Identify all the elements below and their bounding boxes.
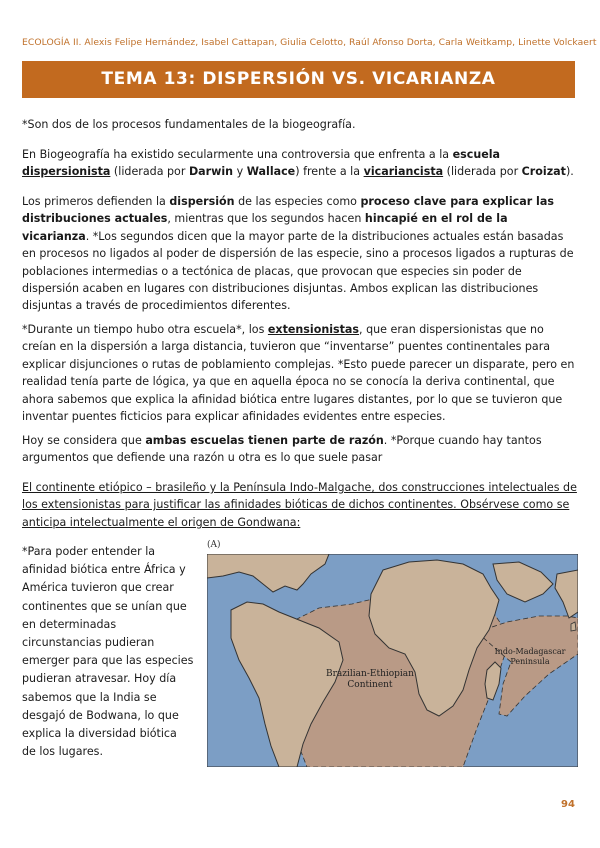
peninsula-label-line-2: Peninsula: [510, 657, 550, 666]
continent-label-line-1: Brazilian-Ethiopian: [326, 669, 414, 679]
extensionist-map: [207, 554, 578, 767]
paragraph-schools: Los primeros defienden la dispersión de las especies como proceso clave para explicar las distribuciones actuales, mientras que los segundos hacen hincapié en el rol de la vicarianza. *Los segundos dicen que la mayor parte de la distribuciones actuales están basadas en procesos no ligados al poder de dispersión de las especie, sino a procesos ligados a rupturas de poblaciones intermedias o a tectónica de placas, que provocan que especies sin poder de dispersión acaben en lugares con distribuciones disjuntas. Ambos explican las distribuciones disjuntas a través de procedimientos diferentes.: [22, 195, 574, 313]
paragraph-intro: *Son dos de los procesos fundamentales de la biogeografía.: [22, 118, 356, 131]
figure-heading: El continente etiópico – brasileño y la Península Indo-Malgache, dos construcciones intelectuales de los extensionistas para justificar las afinidades bióticas de dichos continentes. Obsérvese como se anticipa intelectualmente el origen de Gondwana:: [22, 481, 577, 529]
sri-lanka: [571, 622, 576, 631]
document-header: ECOLOGÍA II. Alexis Felipe Hernández, Isabel Cattapan, Giulia Celotto, Raúl Afonso Dorta, Carla Weitkamp, Linette Volckaert: [22, 37, 597, 48]
paragraph-conclusion: Hoy se considera que ambas escuelas tienen parte de razón. *Porque cuando hay tantos argumentos que defiende una razón u otra es lo que suele pasar: [22, 434, 542, 465]
page-number: 94: [561, 799, 575, 810]
continent-label-line-2: Continent: [347, 680, 393, 690]
figure-label: (A): [207, 540, 221, 550]
term-dispersionista: dispersionista: [22, 165, 111, 179]
paragraph-controversy: En Biogeografía ha existido secularmente una controversia que enfrenta a la escuela dispersionista (liderada por Darwin y Wallace) frente a la vicariancista (liderada por Croizat).: [22, 148, 574, 179]
figure-side-note: *Para poder entender la afinidad biótica entre África y América tuvieron que crear continentes que se unían que en determinadas circunstancias pudieran emerger para que las especies pudieran atravesar. Hoy día sabemos que la India se desgajó de Bodwana, lo que explica la diversidad biótica de los lugares.: [22, 545, 194, 759]
term-extensionistas: extensionistas: [267, 323, 360, 336]
peninsula-label-line-1: Indo-Madagascar: [494, 647, 566, 656]
paragraph-extensionists: *Durante un tiempo hubo otra escuela*, los extensionistas, que eran dispersionistas que no creían en la dispersión a larga distancia, tuvieron que “inventarse” puentes continentales para explicar disjunciones o rutas de poblamiento complejas. *Esto puede parecer un disparate, pero en realidad tenía parte de lógica, ya que en aquella época no se conocía la deriva continental, que ahora sabemos que explica la afinidad biótica entre lugares distantes, por lo que se tuvieron que inventar puentes ficticios para explicar afinidades evidentes entre especies.: [22, 323, 575, 424]
page-title: TEMA 13: DISPERSIÓN VS. VICARIANZA: [22, 61, 575, 98]
term-vicariancista: vicariancista: [363, 165, 444, 179]
